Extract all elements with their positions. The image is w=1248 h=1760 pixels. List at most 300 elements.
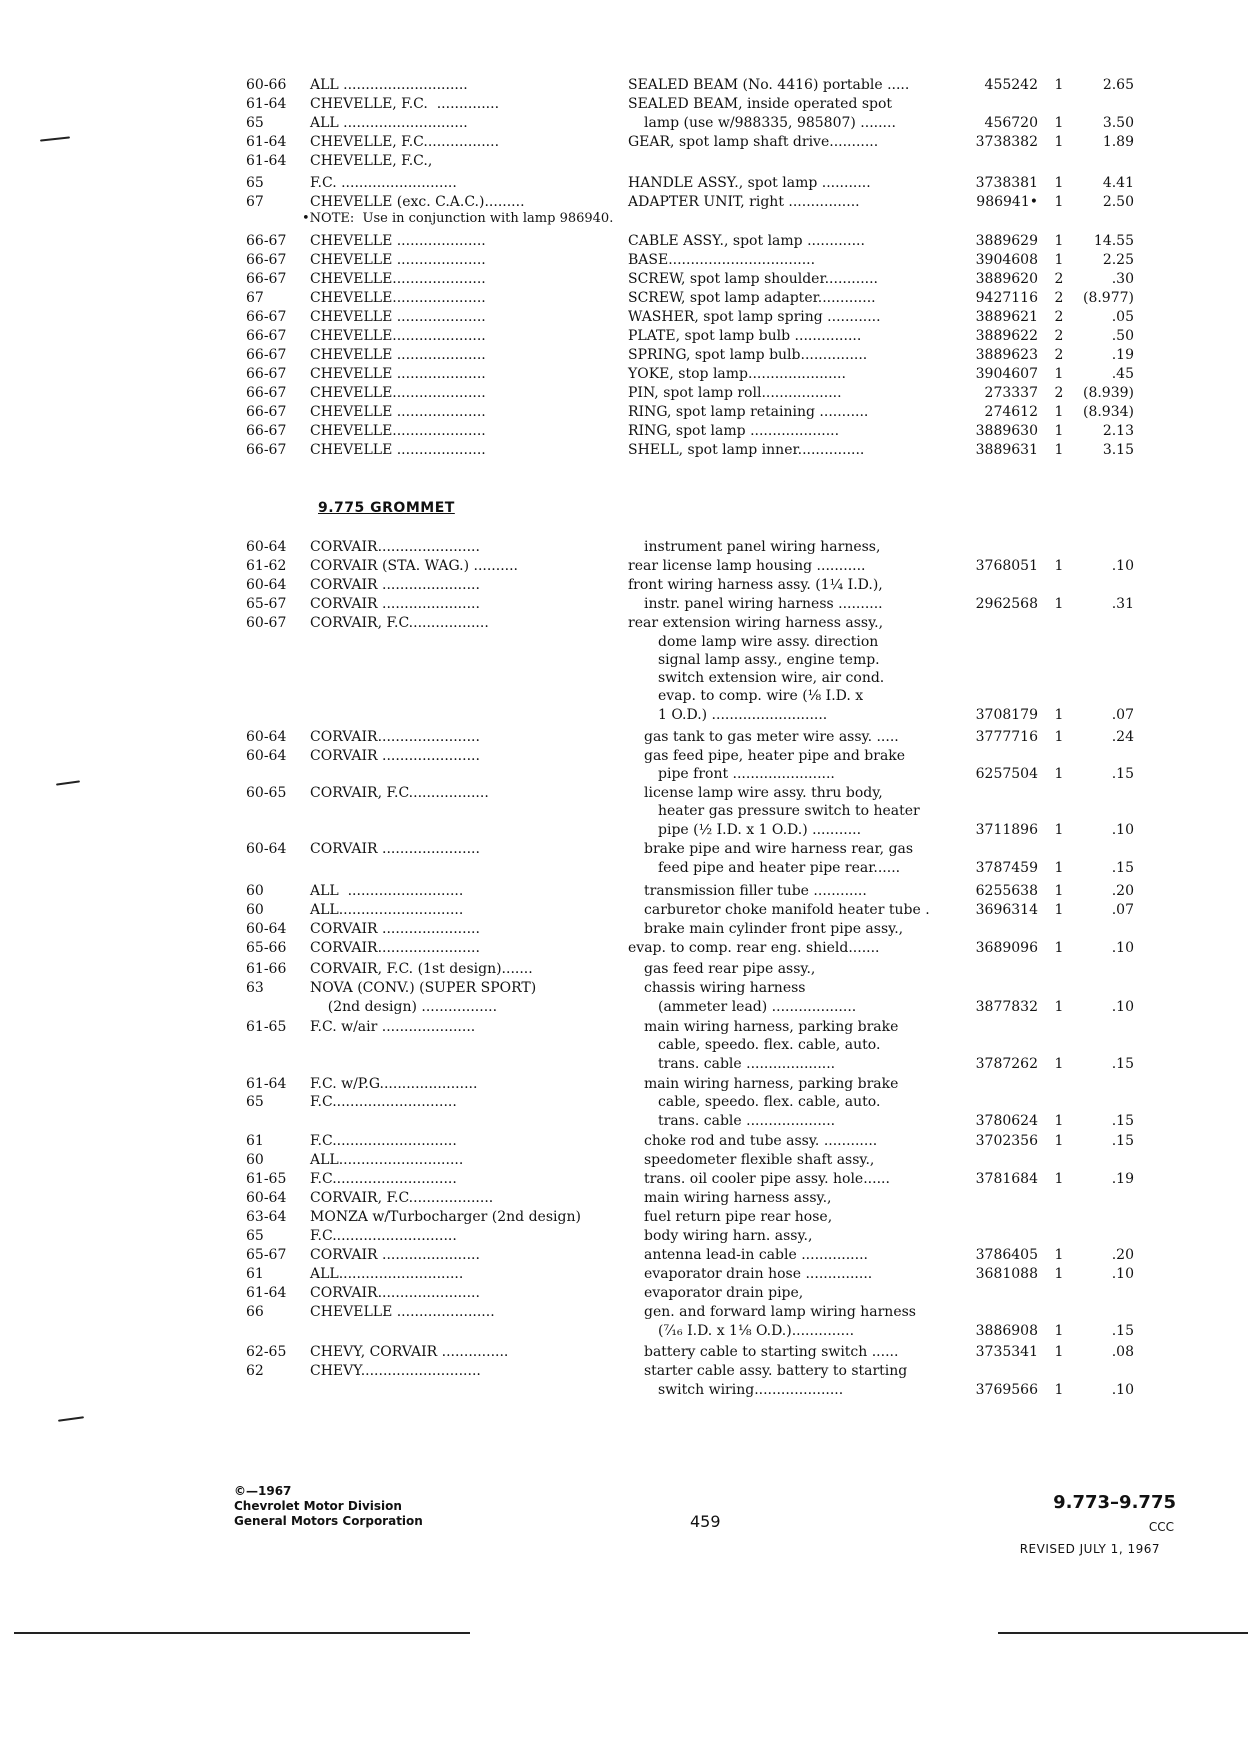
description-cell: license lamp wire assy. thru body,	[644, 785, 883, 801]
description-cell: lamp (use w/988335, 985807) ........	[644, 115, 896, 131]
description-cell: gas feed rear pipe assy.,	[644, 961, 816, 977]
price-cell: .20	[1111, 883, 1134, 899]
model-cell: F.C. ..........................	[310, 175, 457, 191]
description-cell: SCREW, spot lamp adapter.............	[628, 290, 876, 306]
quantity-cell: 1	[1054, 707, 1064, 723]
part-number-cell: 2962568	[975, 596, 1038, 612]
quantity-cell: 1	[1054, 999, 1064, 1015]
description-cell: heater gas pressure switch to heater	[658, 803, 920, 819]
price-cell: 4.41	[1102, 175, 1134, 191]
quantity-cell: 1	[1054, 77, 1064, 93]
table-row	[0, 687, 1248, 706]
year-cell: 61-64	[246, 153, 287, 169]
model-cell: CHEVELLE.....................	[310, 271, 486, 287]
quantity-cell: 2	[1054, 290, 1064, 306]
quantity-cell: 1	[1054, 1382, 1064, 1398]
quantity-cell: 1	[1054, 134, 1064, 150]
model-cell: CHEVELLE, F.C.................	[310, 134, 500, 150]
year-cell: 61	[246, 1266, 264, 1282]
model-cell: CHEVELLE.....................	[310, 290, 486, 306]
price-cell: .30	[1111, 271, 1134, 287]
table-row	[0, 1303, 1248, 1322]
table-row	[0, 270, 1248, 289]
quantity-cell: 2	[1054, 385, 1064, 401]
quantity-cell: 1	[1054, 1323, 1064, 1339]
model-cell: ALL ............................	[310, 77, 468, 93]
description-cell: SEALED BEAM (No. 4416) portable .....	[628, 77, 910, 93]
model-cell: ALL ............................	[310, 115, 468, 131]
year-cell: 65	[246, 1094, 264, 1110]
table-row	[0, 232, 1248, 251]
table-row	[0, 1075, 1248, 1094]
quantity-cell: 2	[1054, 328, 1064, 344]
price-cell: .07	[1111, 707, 1134, 723]
table-row	[0, 289, 1248, 308]
year-cell: 66-67	[246, 423, 287, 439]
price-cell: .15	[1111, 860, 1134, 876]
model-cell: CHEVELLE ....................	[310, 309, 486, 325]
description-cell: CABLE ASSY., spot lamp .............	[628, 233, 865, 249]
table-row	[0, 441, 1248, 460]
model-cell: CHEVY, CORVAIR ...............	[310, 1344, 509, 1360]
table-row	[0, 384, 1248, 403]
year-cell: 61-65	[246, 1171, 287, 1187]
quantity-cell: 1	[1054, 1113, 1064, 1129]
model-cell: CORVAIR, F.C..................	[310, 615, 489, 631]
description-cell: HANDLE ASSY., spot lamp ...........	[628, 175, 871, 191]
quantity-cell: 1	[1054, 860, 1064, 876]
description-cell: cable, speedo. flex. cable, auto.	[658, 1094, 881, 1110]
year-cell: 61-62	[246, 558, 287, 574]
model-cell: CHEVELLE ....................	[310, 404, 486, 420]
year-cell: 67	[246, 290, 264, 306]
description-cell: cable, speedo. flex. cable, auto.	[658, 1037, 881, 1053]
table-row	[0, 133, 1248, 152]
description-cell: ADAPTER UNIT, right ................	[628, 194, 860, 210]
year-cell: 60-67	[246, 615, 287, 631]
table-row	[0, 1208, 1248, 1227]
table-row	[0, 251, 1248, 270]
price-cell: .15	[1111, 1056, 1134, 1072]
part-number-cell: 3681088	[975, 1266, 1038, 1282]
part-number-cell: 3877832	[975, 999, 1038, 1015]
table-row	[0, 174, 1248, 193]
model-cell: ALL............................	[310, 1266, 464, 1282]
model-cell: CORVAIR, F.C...................	[310, 1190, 494, 1206]
description-cell: RING, spot lamp retaining ...........	[628, 404, 869, 420]
part-number-cell: 3689096	[975, 940, 1038, 956]
table-row	[0, 1284, 1248, 1303]
price-cell: .31	[1111, 596, 1134, 612]
price-cell: .05	[1111, 309, 1134, 325]
description-cell: dome lamp wire assy. direction	[658, 634, 879, 650]
description-cell: gas tank to gas meter wire assy. .....	[644, 729, 899, 745]
description-cell: SCREW, spot lamp shoulder............	[628, 271, 878, 287]
table-row	[0, 1018, 1248, 1037]
quantity-cell: 1	[1054, 902, 1064, 918]
year-cell: 65	[246, 1228, 264, 1244]
year-cell: 65-67	[246, 1247, 287, 1263]
model-cell: F.C............................	[310, 1228, 457, 1244]
description-cell: transmission filler tube ............	[644, 883, 867, 899]
price-cell: 2.25	[1102, 252, 1134, 268]
description-cell: chassis wiring harness	[644, 980, 806, 996]
year-cell: 66-67	[246, 347, 287, 363]
model-cell: CORVAIR ......................	[310, 748, 480, 764]
price-cell: .50	[1111, 328, 1134, 344]
price-cell: 2.65	[1102, 77, 1134, 93]
part-number-cell: 3711896	[975, 822, 1038, 838]
year-cell: 66-67	[246, 385, 287, 401]
table-row	[0, 840, 1248, 859]
description-cell: SHELL, spot lamp inner...............	[628, 442, 865, 458]
table-row	[0, 706, 1248, 725]
year-cell: 61-65	[246, 1019, 287, 1035]
quantity-cell: 1	[1054, 115, 1064, 131]
table-row	[0, 595, 1248, 614]
table-row	[0, 901, 1248, 920]
part-number-cell: 3904607	[975, 366, 1038, 382]
year-cell: 61-64	[246, 96, 287, 112]
model-cell: NOVA (CONV.) (SUPER SPORT)	[310, 980, 537, 996]
table-row	[0, 95, 1248, 114]
description-cell: brake main cylinder front pipe assy.,	[644, 921, 904, 937]
model-cell: CHEVELLE.....................	[310, 423, 486, 439]
quantity-cell: 1	[1054, 940, 1064, 956]
model-cell: ALL ..........................	[310, 883, 464, 899]
description-cell: feed pipe and heater pipe rear......	[658, 860, 901, 876]
model-cell: CORVAIR.......................	[310, 940, 480, 956]
year-cell: 66-67	[246, 309, 287, 325]
model-cell: F.C. w/air .....................	[310, 1019, 476, 1035]
quantity-cell: 2	[1054, 347, 1064, 363]
year-cell: 67	[246, 194, 264, 210]
table-row	[0, 939, 1248, 958]
description-cell: PIN, spot lamp roll..................	[628, 385, 842, 401]
price-cell: .10	[1111, 558, 1134, 574]
quantity-cell: 1	[1054, 1344, 1064, 1360]
quantity-cell: 1	[1054, 596, 1064, 612]
year-cell: 61-66	[246, 961, 287, 977]
description-cell: WASHER, spot lamp spring ............	[628, 309, 881, 325]
revision-date: REVISED JULY 1, 1967	[1019, 1542, 1160, 1556]
year-cell: 66-67	[246, 404, 287, 420]
description-cell: rear extension wiring harness assy.,	[628, 615, 884, 631]
description-cell: front wiring harness assy. (1¼ I.D.),	[628, 577, 883, 593]
description-cell: main wiring harness, parking brake	[644, 1019, 899, 1035]
model-cell: CHEVELLE ....................	[310, 252, 486, 268]
table-row	[0, 1151, 1248, 1170]
table-row	[0, 821, 1248, 840]
description-cell: gas feed pipe, heater pipe and brake	[644, 748, 906, 764]
price-cell: 1.89	[1102, 134, 1134, 150]
table-row	[0, 1322, 1248, 1341]
part-number-cell: 455242	[984, 77, 1038, 93]
year-cell: 62	[246, 1363, 264, 1379]
binder-mark	[58, 1416, 84, 1422]
table-row	[0, 1189, 1248, 1208]
table-row	[0, 979, 1248, 998]
part-number-cell: 3889620	[975, 271, 1038, 287]
table-row	[0, 114, 1248, 133]
model-cell: (2nd design) .................	[310, 999, 498, 1015]
description-cell: instrument panel wiring harness,	[644, 539, 881, 555]
part-number-cell: 3735341	[975, 1344, 1038, 1360]
year-cell: 66-67	[246, 233, 287, 249]
quantity-cell: 1	[1054, 1171, 1064, 1187]
table-row	[0, 784, 1248, 803]
description-cell: trans. oil cooler pipe assy. hole......	[644, 1171, 890, 1187]
section-title-grommet: 9.775 GROMMET	[318, 500, 455, 516]
description-cell: instr. panel wiring harness ..........	[644, 596, 883, 612]
table-row	[0, 920, 1248, 939]
description-cell: trans. cable ....................	[658, 1056, 836, 1072]
price-cell: 14.55	[1093, 233, 1134, 249]
page-number: 459	[690, 1512, 721, 1531]
price-cell: .10	[1111, 999, 1134, 1015]
description-cell: starter cable assy. battery to starting	[644, 1363, 908, 1379]
quantity-cell: 1	[1054, 1247, 1064, 1263]
part-number-cell: 3777716	[975, 729, 1038, 745]
description-cell: SPRING, spot lamp bulb...............	[628, 347, 868, 363]
description-cell: trans. cable ....................	[658, 1113, 836, 1129]
table-row	[0, 1112, 1248, 1131]
description-cell: gen. and forward lamp wiring harness	[644, 1304, 916, 1320]
model-cell: CORVAIR.......................	[310, 729, 480, 745]
description-cell: rear license lamp housing ...........	[628, 558, 866, 574]
price-cell: .08	[1111, 1344, 1134, 1360]
part-number-cell: 3787262	[975, 1056, 1038, 1072]
footer-publisher	[234, 1484, 423, 1529]
year-cell: 60-64	[246, 577, 287, 593]
quantity-cell: 1	[1054, 404, 1064, 420]
publisher-division: Chevrolet Motor Division	[234, 1499, 402, 1513]
part-number-cell: 3696314	[975, 902, 1038, 918]
description-cell: evaporator drain hose ...............	[644, 1266, 873, 1282]
table-row	[0, 346, 1248, 365]
description-cell: SEALED BEAM, inside operated spot	[628, 96, 893, 112]
part-number-cell: 3780624	[975, 1113, 1038, 1129]
table-row	[0, 1362, 1248, 1381]
description-cell: evap. to comp. wire (⅛ I.D. x	[658, 688, 864, 704]
year-cell: 63-64	[246, 1209, 287, 1225]
table-row	[0, 614, 1248, 633]
model-cell: CHEVY...........................	[310, 1363, 481, 1379]
part-number-cell: 6257504	[975, 766, 1038, 782]
price-cell: .10	[1111, 1382, 1134, 1398]
price-cell: (8.934)	[1082, 404, 1134, 420]
table-row	[0, 1246, 1248, 1265]
part-number-cell: 3786405	[975, 1247, 1038, 1263]
table-row	[0, 193, 1248, 212]
table-row	[0, 365, 1248, 384]
year-cell: 60	[246, 1152, 264, 1168]
part-number-cell: 274612	[984, 404, 1038, 420]
description-cell: body wiring harn. assy.,	[644, 1228, 813, 1244]
quantity-cell: 1	[1054, 883, 1064, 899]
quantity-cell: 1	[1054, 442, 1064, 458]
part-number-cell: 3889623	[975, 347, 1038, 363]
part-number-cell: 3768051	[975, 558, 1038, 574]
description-cell: antenna lead-in cable ...............	[644, 1247, 868, 1263]
model-cell: CORVAIR ......................	[310, 841, 480, 857]
year-cell: 63	[246, 980, 264, 996]
table-row	[0, 1170, 1248, 1189]
year-cell: 66-67	[246, 271, 287, 287]
table-row	[0, 1227, 1248, 1246]
description-cell: (ammeter lead) ...................	[658, 999, 857, 1015]
part-number-cell: 3738381	[975, 175, 1038, 191]
table-row	[0, 538, 1248, 557]
description-cell: speedometer flexible shaft assy.,	[644, 1152, 875, 1168]
publisher-corporation: General Motors Corporation	[234, 1514, 423, 1528]
year-cell: 60-64	[246, 539, 287, 555]
description-cell: evap. to comp. rear eng. shield.......	[628, 940, 880, 956]
quantity-cell: 1	[1054, 233, 1064, 249]
bottom-rule	[14, 1632, 470, 1634]
year-cell: 66	[246, 1304, 264, 1320]
year-cell: 60-65	[246, 785, 287, 801]
model-cell: CORVAIR ......................	[310, 577, 480, 593]
description-cell: 1 O.D.) ..........................	[658, 707, 828, 723]
price-cell: .20	[1111, 1247, 1134, 1263]
year-cell: 61-64	[246, 1076, 287, 1092]
price-cell: .15	[1111, 1113, 1134, 1129]
table-row	[0, 1343, 1248, 1362]
price-cell: .10	[1111, 822, 1134, 838]
year-cell: 60-64	[246, 1190, 287, 1206]
table-row	[0, 669, 1248, 688]
model-cell: F.C............................	[310, 1171, 457, 1187]
quantity-cell: 1	[1054, 1056, 1064, 1072]
price-cell: (8.977)	[1082, 290, 1134, 306]
description-cell: evaporator drain pipe,	[644, 1285, 804, 1301]
part-number-cell: 3886908	[975, 1323, 1038, 1339]
part-number-cell: 3787459	[975, 860, 1038, 876]
year-cell: 60-64	[246, 729, 287, 745]
quantity-cell: 1	[1054, 194, 1064, 210]
model-cell: CHEVELLE.....................	[310, 328, 486, 344]
description-cell: switch extension wire, air cond.	[658, 670, 885, 686]
description-cell: main wiring harness assy.,	[644, 1190, 832, 1206]
description-cell: signal lamp assy., engine temp.	[658, 652, 880, 668]
table-row	[0, 557, 1248, 576]
part-number-cell: 9427116	[975, 290, 1038, 306]
table-row	[0, 633, 1248, 652]
model-cell: CORVAIR, F.C..................	[310, 785, 489, 801]
model-cell: CHEVELLE, F.C. ..............	[310, 96, 500, 112]
quantity-cell: 1	[1054, 729, 1064, 745]
description-cell: PLATE, spot lamp bulb ...............	[628, 328, 862, 344]
part-number-cell: 3889622	[975, 328, 1038, 344]
table-row	[0, 747, 1248, 766]
price-cell: .19	[1111, 347, 1134, 363]
table-row	[0, 76, 1248, 95]
description-cell: fuel return pipe rear hose,	[644, 1209, 833, 1225]
quantity-cell: 1	[1054, 766, 1064, 782]
price-cell: .15	[1111, 1323, 1134, 1339]
model-cell: CHEVELLE ....................	[310, 347, 486, 363]
table-row	[0, 308, 1248, 327]
table-row	[0, 651, 1248, 670]
model-cell: CHEVELLE (exc. C.A.C.).........	[310, 194, 525, 210]
table-row	[0, 728, 1248, 747]
description-cell: YOKE, stop lamp......................	[628, 366, 846, 382]
model-cell: F.C............................	[310, 1094, 457, 1110]
table-row	[0, 1055, 1248, 1074]
year-cell: 65	[246, 115, 264, 131]
part-number-cell: 3769566	[975, 1382, 1038, 1398]
model-cell: CORVAIR ......................	[310, 921, 480, 937]
model-cell: CHEVELLE ......................	[310, 1304, 495, 1320]
table-row	[0, 1093, 1248, 1112]
part-number-cell: 3889630	[975, 423, 1038, 439]
part-number-cell: 3889621	[975, 309, 1038, 325]
year-cell: 60	[246, 883, 264, 899]
price-cell: (8.939)	[1082, 385, 1134, 401]
year-cell: 61-64	[246, 134, 287, 150]
quantity-cell: 1	[1054, 822, 1064, 838]
section-code: 9.773–9.775	[1053, 1492, 1176, 1513]
year-cell: 66-67	[246, 252, 287, 268]
part-number-cell: 3708179	[975, 707, 1038, 723]
year-cell: 66-67	[246, 442, 287, 458]
price-cell: 2.50	[1102, 194, 1134, 210]
year-cell: 66-67	[246, 366, 287, 382]
description-cell: RING, spot lamp ....................	[628, 423, 840, 439]
part-number-cell: 3781684	[975, 1171, 1038, 1187]
description-cell: BASE.................................	[628, 252, 816, 268]
price-cell: .15	[1111, 766, 1134, 782]
price-cell: .10	[1111, 1266, 1134, 1282]
price-cell: 2.13	[1102, 423, 1134, 439]
description-cell: carburetor choke manifold heater tube .	[644, 902, 930, 918]
model-cell: MONZA w/Turbocharger (2nd design)	[310, 1209, 581, 1225]
quantity-cell: 2	[1054, 309, 1064, 325]
description-cell: GEAR, spot lamp shaft drive...........	[628, 134, 879, 150]
part-number-cell: 3904608	[975, 252, 1038, 268]
model-cell: CHEVELLE.....................	[310, 385, 486, 401]
description-cell: brake pipe and wire harness rear, gas	[644, 841, 914, 857]
part-number-cell: 3889629	[975, 233, 1038, 249]
description-cell: main wiring harness, parking brake	[644, 1076, 899, 1092]
quantity-cell: 1	[1054, 175, 1064, 191]
table-row	[0, 152, 1248, 171]
year-cell: 65-67	[246, 596, 287, 612]
model-cell: ALL............................	[310, 902, 464, 918]
price-cell: .24	[1111, 729, 1134, 745]
part-number-cell: 456720	[984, 115, 1038, 131]
description-cell: pipe (½ I.D. x 1 O.D.) ...........	[658, 822, 862, 838]
year-cell: 65	[246, 175, 264, 191]
table-row	[0, 765, 1248, 784]
model-cell: CHEVELLE, F.C.,	[310, 153, 433, 169]
model-cell: ALL............................	[310, 1152, 464, 1168]
model-cell: CORVAIR (STA. WAG.) ..........	[310, 558, 519, 574]
table-row	[0, 403, 1248, 422]
year-cell: 60	[246, 902, 264, 918]
year-cell: 61-64	[246, 1285, 287, 1301]
description-cell: (⁷⁄₁₆ I.D. x 1⅛ O.D.)..............	[658, 1323, 855, 1339]
part-number-cell: 3738382	[975, 134, 1038, 150]
table-row	[0, 422, 1248, 441]
price-cell: .15	[1111, 1133, 1134, 1149]
part-number-cell: 986941•	[976, 194, 1038, 210]
table-row	[0, 802, 1248, 821]
model-cell: CORVAIR ......................	[310, 596, 480, 612]
price-cell: 3.15	[1102, 442, 1134, 458]
part-number-cell: 6255638	[975, 883, 1038, 899]
